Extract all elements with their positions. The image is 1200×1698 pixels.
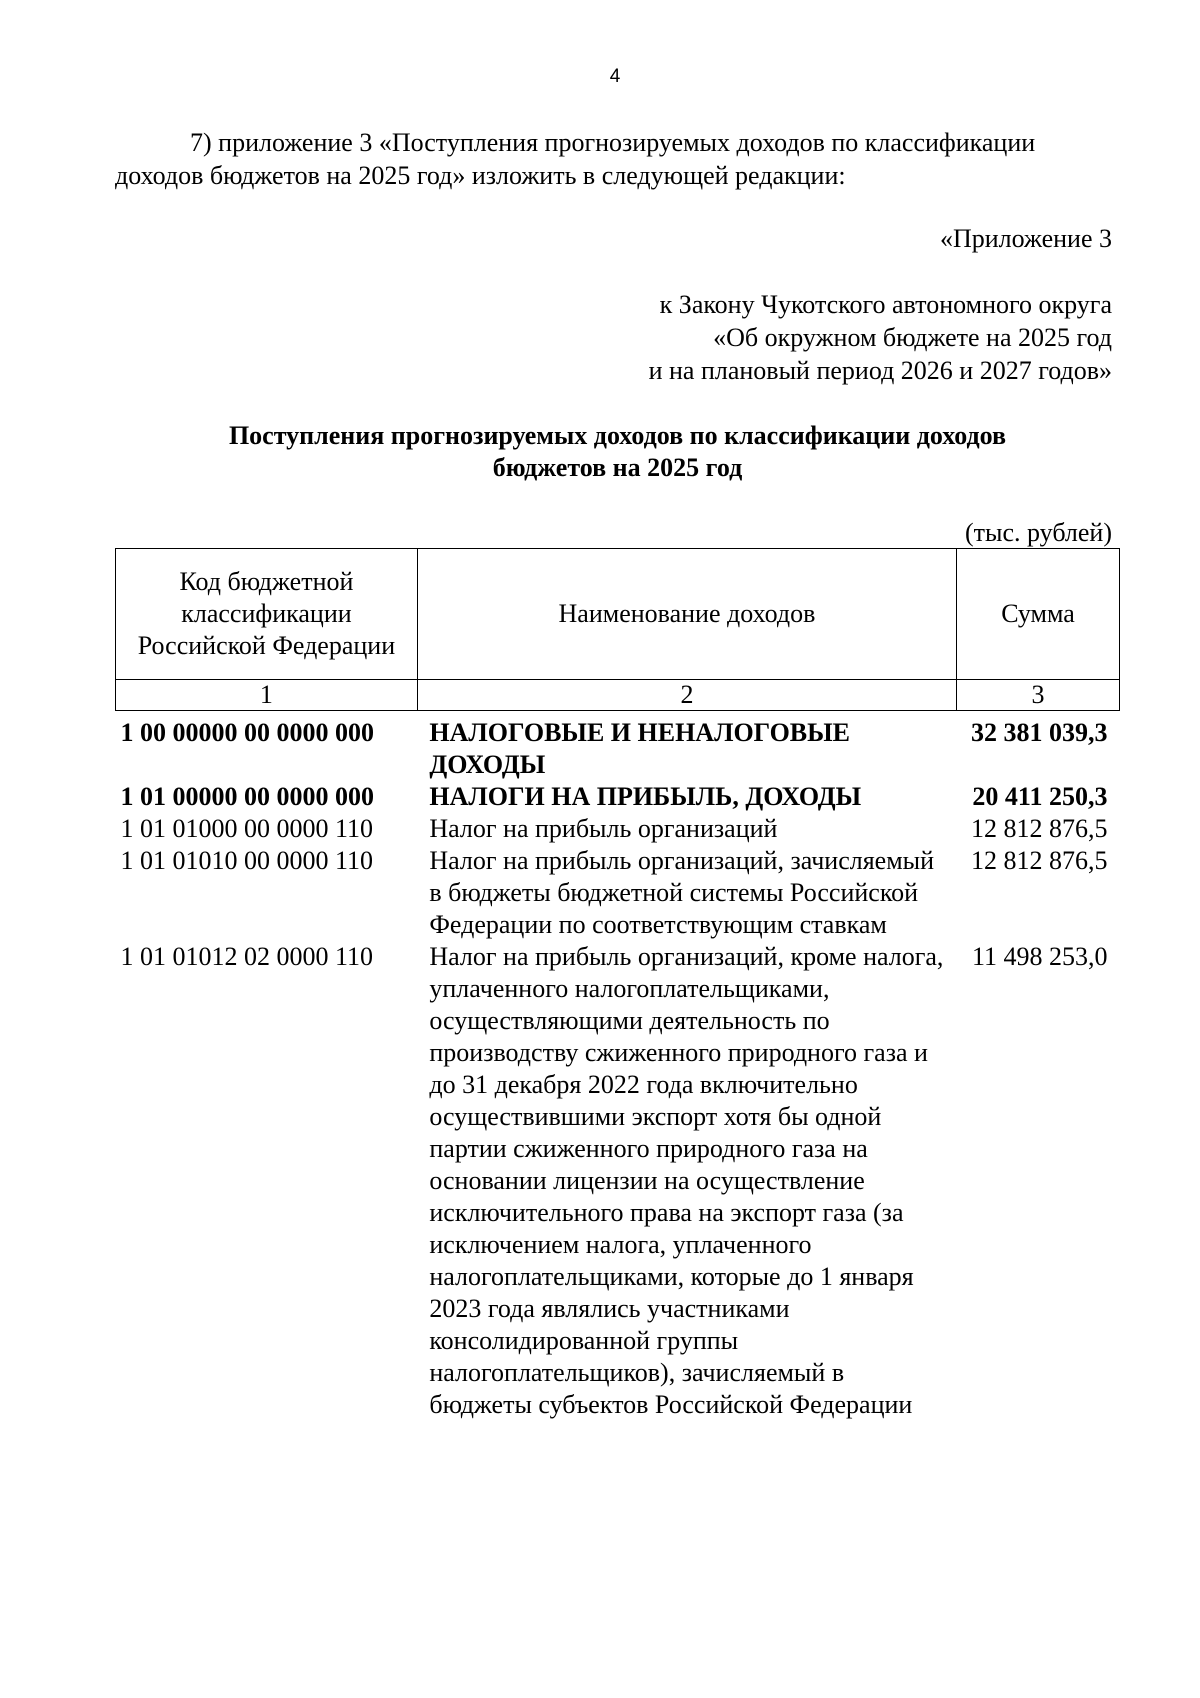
amendment-line-2: доходов бюджетов на 2025 год» изложить в следующей редакции: (115, 161, 846, 190)
appendix-title: «Приложение 3 (939, 224, 1112, 253)
appendix-ref-line-1: к Закону Чукотского автономного округа (659, 290, 1112, 319)
table-row (116, 781, 1120, 813)
units-label: (тыс. рублей) (964, 518, 1112, 547)
amendment-line-1: 7) приложение 3 «Поступления прогнозируемых доходов по классификации (190, 128, 1036, 157)
row-code: 1 01 01000 00 0000 110 (120, 814, 374, 843)
row-sum: 11 498 253,0 (971, 942, 1108, 971)
document-title-line-2: бюджетов на 2025 год (492, 453, 743, 482)
row-name: Налог на прибыль организаций, кроме налога, уплаченного налогоплательщиками, осуществляющими деятельность по производству сжиженного природного газа и до 31 декабря 2022 года включительно осуществившими экспорт хотя бы одной партии сжиженного природного газа на основании лицензии на осуществление исключительного права на экспорт газа (за исключением налога, уплаченного налогоплательщиками, которые до 1 января 2023 года являлись участниками консолидированной группы налогоплательщиков), зачисляемый в бюджеты субъектов Российской Федерации (429, 942, 944, 1419)
amendment-paragraph (115, 126, 1120, 192)
row-name: НАЛОГОВЫЕ И НЕНАЛОГОВЫЕ ДОХОДЫ (429, 718, 851, 779)
header-code: Код бюджетной классификации Российской Федерации (116, 549, 418, 680)
row-name: НАЛОГИ НА ПРИБЫЛЬ, ДОХОДЫ (429, 782, 862, 811)
table-row (116, 845, 1120, 941)
table-header-row (116, 549, 1120, 680)
row-sum: 32 381 039,3 (971, 718, 1108, 747)
appendix-ref-line-3: и на плановый период 2026 и 2027 годов» (648, 356, 1112, 385)
column-number: 3 (957, 680, 1120, 711)
appendix-ref-line-2: «Об окружном бюджете на 2025 год (713, 323, 1112, 352)
row-name: Налог на прибыль организаций, зачисляемый в бюджеты бюджетной системы Российской Федерации по соответствующим ставкам (429, 846, 935, 939)
row-code: 1 01 01012 02 0000 110 (120, 942, 374, 971)
document-title-line-1: Поступления прогнозируемых доходов по классификации доходов (228, 421, 1007, 450)
column-number: 2 (417, 680, 956, 711)
column-number: 1 (116, 680, 418, 711)
row-sum: 12 812 876,5 (971, 846, 1108, 875)
income-table (115, 548, 1120, 1421)
row-code: 1 01 01010 00 0000 110 (120, 846, 374, 875)
column-number-row (116, 680, 1120, 711)
page-number: 4 (609, 66, 621, 87)
row-sum: 20 411 250,3 (972, 782, 1108, 811)
header-sum: Сумма (957, 549, 1120, 680)
table-row (116, 813, 1120, 845)
row-name: Налог на прибыль организаций (429, 814, 778, 843)
document-title (115, 420, 1120, 484)
row-sum: 12 812 876,5 (971, 814, 1108, 843)
row-code: 1 00 00000 00 0000 000 (120, 718, 374, 747)
row-code: 1 01 00000 00 0000 000 (120, 782, 374, 811)
table-row (116, 711, 1120, 782)
table-row (116, 941, 1120, 1421)
appendix-reference (649, 288, 1112, 387)
header-name: Наименование доходов (417, 549, 956, 680)
